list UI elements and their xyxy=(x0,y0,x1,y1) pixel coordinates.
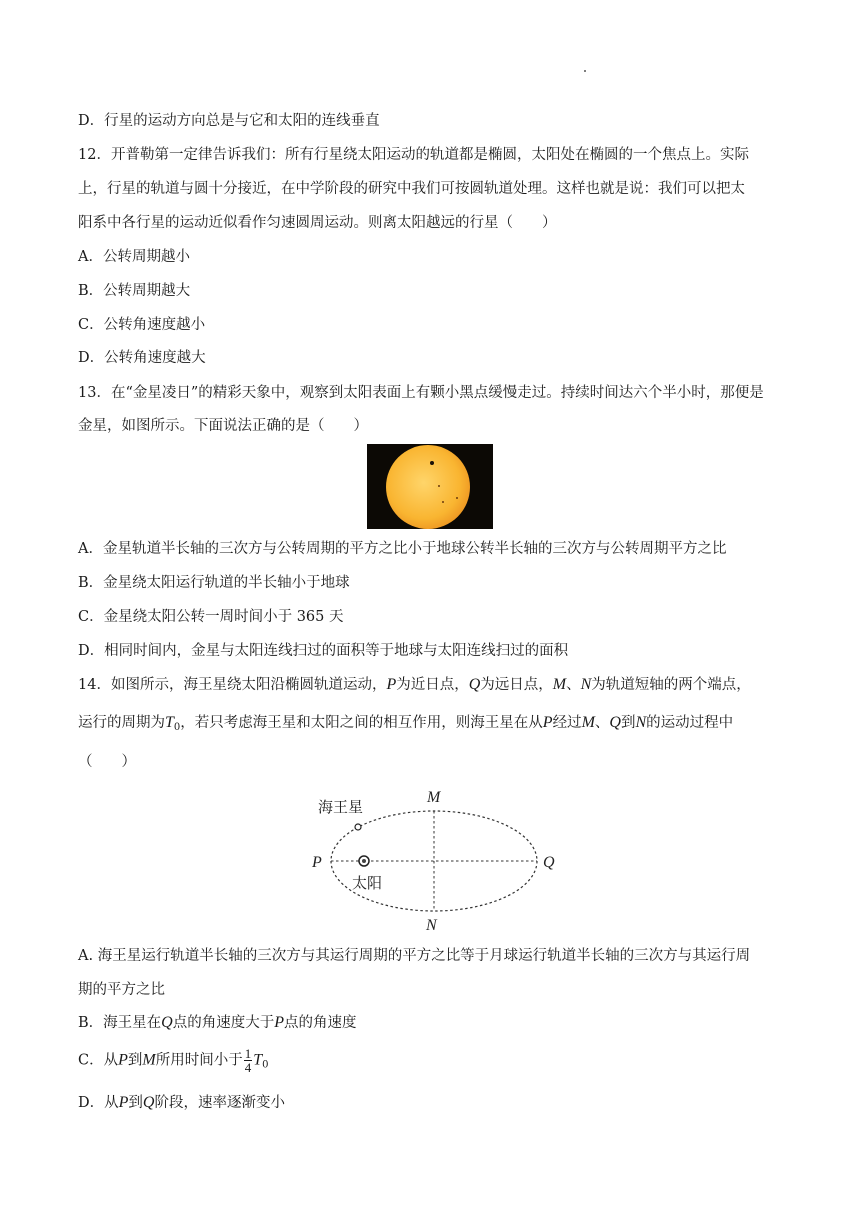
sun-marker-core xyxy=(362,859,366,863)
q13-option-d: D．相同时间内，金星与太阳连线扫过的面积等于地球与太阳连线扫过的面积 xyxy=(78,643,569,659)
q13-option-a: A．金星轨道半长轴的三次方与公转周期的平方之比小于地球公转半长轴的三次方与公转周期平方之比 xyxy=(78,541,727,557)
q14-stem-line3: （ ） xyxy=(78,754,136,770)
q14-option-a-line2: 期的平方之比 xyxy=(78,982,165,998)
sunspot xyxy=(442,501,444,503)
q12-stem-line3: 阳系中各行星的运动近似看作匀速圆周运动。则离太阳越远的行星（ ） xyxy=(78,215,557,231)
q12-option-d: D．公转角速度越大 xyxy=(78,350,206,366)
q13-stem-line2: 金星，如图所示。下面说法正确的是（ ） xyxy=(78,418,368,434)
neptune-orbit-diagram xyxy=(300,782,570,934)
q14-stem-line1: 14．如图所示，海王星绕太阳沿椭圆轨道运动，P为近日点，Q为远日点，M、N为轨道短轴的两个端点， xyxy=(78,676,751,693)
label-p: P xyxy=(312,854,322,871)
sunspot xyxy=(438,485,440,487)
fraction-one-quarter: $\frac{1}{4}$ xyxy=(244,1046,252,1075)
neptune-marker xyxy=(355,824,361,830)
q14-option-c: C．从P到M所用时间小于 $\frac{1}{4}$ $T_0$ xyxy=(78,1046,269,1075)
sunspot xyxy=(456,497,458,499)
label-q: Q xyxy=(543,854,555,871)
q13-stem-line1: 13．在“金星凌日”的精彩天象中，观察到太阳表面上有颗小黑点缓慢走过。持续时间达六个半小时，那便是 xyxy=(78,385,764,401)
q14-option-a-line1: A. 海王星运行轨道半长轴的三次方与其运行周期的平方之比等于月球运行轨道半长轴的三次方与其运行周 xyxy=(78,948,751,964)
q14-option-b: B．海王星在Q点的角速度大于P点的角速度 xyxy=(78,1014,357,1031)
q12-option-a: A．公转周期越小 xyxy=(78,249,190,265)
q12-stem-line2: 上，行星的轨道与圆十分接近，在中学阶段的研究中我们可按圆轨道处理。这样也就是说：我们可以把太 xyxy=(78,181,745,197)
q12-stem-line1: 12．开普勒第一定律告诉我们：所有行星绕太阳运动的轨道都是椭圆，太阳处在椭圆的一个焦点上。实际 xyxy=(78,147,749,163)
q13-option-c: C．金星绕太阳公转一周时间小于 365 天 xyxy=(78,609,344,625)
q12-option-b: B．公转周期越大 xyxy=(78,283,191,299)
q14-option-d: D．从P到Q阶段，速率逐渐变小 xyxy=(78,1094,285,1111)
sun-disc xyxy=(386,445,470,529)
label-sun: 太阳 xyxy=(352,875,383,892)
venus-transit-photo xyxy=(367,444,493,529)
q11-option-d: D．行星的运动方向总是与它和太阳的连线垂直 xyxy=(78,113,380,129)
venus-dot xyxy=(430,461,434,465)
q14-stem-line2: 运行的周期为$T_0$，若只考虑海王星和太阳之间的相互作用，则海王星在从P经过M、Q到N的运动过程中 xyxy=(78,714,734,733)
page-header-dot xyxy=(584,70,586,72)
label-neptune: 海王星 xyxy=(318,799,364,816)
q13-option-b: B．金星绕太阳运行轨道的半长轴小于地球 xyxy=(78,575,350,591)
label-n: N xyxy=(426,917,437,934)
q12-option-c: C．公转角速度越小 xyxy=(78,317,206,333)
label-m: M xyxy=(427,789,441,806)
